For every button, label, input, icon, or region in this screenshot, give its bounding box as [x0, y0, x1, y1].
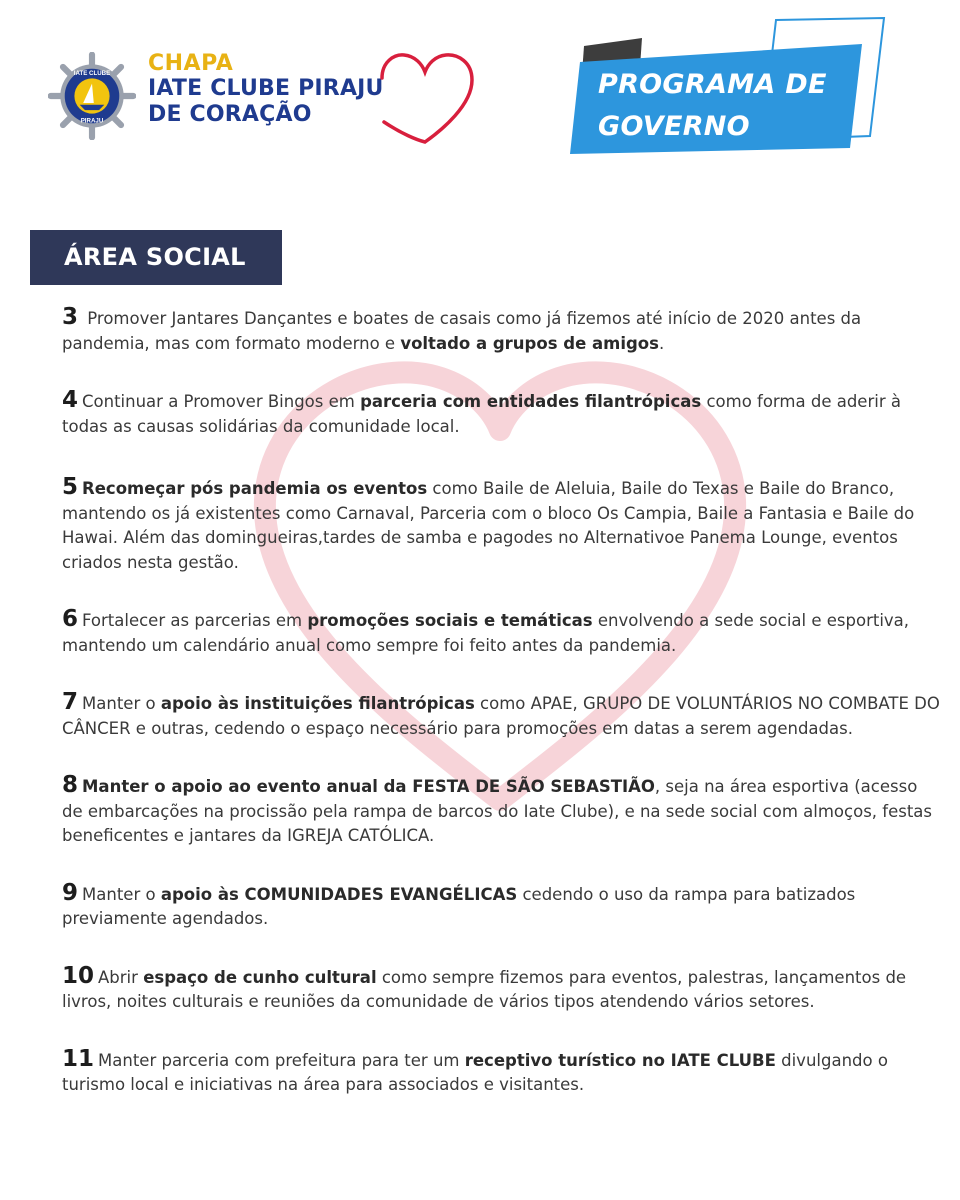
section-title: ÁREA SOCIAL — [30, 230, 282, 285]
svg-text:IATE CLUBE: IATE CLUBE — [73, 69, 111, 77]
proposal-number: 5 — [62, 474, 79, 500]
proposal-highlight: apoio às COMUNIDADES EVANGÉLICAS — [160, 884, 518, 904]
proposal-item — [62, 475, 942, 575]
club-name-line1: IATE CLUBE PIRAJU — [148, 76, 384, 101]
proposal-text: Manter o — [82, 884, 161, 904]
proposal-highlight: Manter o apoio ao evento anual da FESTA DE SÃO SEBASTIÃO — [82, 777, 655, 796]
club-name-line2: DE CORAÇÃO — [148, 102, 312, 127]
proposal-highlight: espaço de cunho cultural — [143, 967, 377, 987]
proposal-text: Fortalecer as parcerias em — [82, 611, 308, 630]
proposal-text: cedendo o uso da rampa para batizados previamente agendados. — [62, 884, 856, 928]
proposal-number: 10 — [62, 962, 95, 989]
proposal-number: 8 — [62, 772, 79, 798]
proposal-highlight: voltado a grupos de amigos — [400, 333, 659, 353]
proposal-text: Manter parceria com prefeitura para ter um — [98, 1050, 465, 1070]
proposal-item — [62, 305, 942, 356]
proposal-highlight: parceria com entidades filantrópicas — [360, 392, 702, 411]
proposal-text: como Baile de Aleluia, Baile do Texas e Baile do Branco, mantendo os já existentes como Carnaval, Parceria com o bloco Os Campia, Baile a Fantasia e Baile do Hawai. Além das domingueiras,tardes de samba e pagodes no Alternativoe Panema Lounge, eventos criados nesta gestão. — [62, 479, 915, 572]
proposal-text: Abrir — [98, 967, 144, 987]
proposal-text: Continuar a Promover Bingos em — [82, 392, 361, 411]
proposal-text: divulgando o turismo local e iniciativas na área para associados e visitantes. — [62, 1050, 888, 1094]
proposal-item — [62, 607, 942, 658]
proposal-text: como forma de aderir à todas as causas solidárias da comunidade local. — [62, 392, 901, 436]
proposal-item — [62, 1047, 942, 1098]
proposal-number: 7 — [62, 689, 79, 715]
proposal-number: 11 — [62, 1045, 95, 1072]
proposal-number: 4 — [62, 387, 79, 413]
chapa-title — [148, 52, 384, 128]
proposal-highlight: promoções sociais e temáticas — [307, 611, 593, 630]
svg-text:PIRAJU: PIRAJU — [80, 117, 104, 125]
program-banner-line1: PROGRAMA DE — [598, 69, 827, 100]
proposal-item — [62, 773, 942, 849]
proposal-list — [62, 305, 942, 1098]
chapa-label: CHAPA — [148, 51, 234, 76]
proposal-item — [62, 964, 942, 1015]
proposal-highlight: Recomeçar pós pandemia os eventos — [82, 479, 428, 498]
proposal-item — [62, 388, 942, 439]
proposal-highlight: apoio às instituições filantrópicas — [160, 694, 475, 713]
heart-outline-icon — [372, 50, 478, 146]
program-banner — [598, 64, 827, 148]
proposal-text: Promover Jantares Dançantes e boates de casais como já fizemos até início de 2020 antes da pandemia, mas com formato moderno e — [62, 309, 862, 353]
proposal-item — [62, 881, 942, 932]
proposal-text: envolvendo a sede social e esportiva, mantendo um calendário anual como sempre foi feito antes da pandemia. — [62, 611, 910, 655]
proposal-number: 3 — [62, 304, 79, 330]
ship-wheel-logo-icon — [48, 52, 136, 140]
program-banner-line2: GOVERNO — [598, 111, 750, 142]
proposal-number: 9 — [62, 879, 79, 906]
proposal-text: como sempre fizemos para eventos, palestras, lançamentos de livros, noites culturais e reuniões da comunidade de vários tipos atendendo vários setores. — [62, 967, 907, 1011]
proposal-text: como APAE, GRUPO DE VOLUNTÁRIOS NO COMBATE DO CÂNCER e outras, cedendo o espaço necessário para promoções em datas a serem agendadas. — [62, 694, 940, 738]
proposal-text: . — [658, 333, 665, 353]
proposal-item — [62, 690, 942, 741]
proposal-text: Manter o — [82, 694, 161, 713]
proposal-highlight: receptivo turístico no IATE CLUBE — [464, 1050, 776, 1070]
proposal-text: , seja na área esportiva (acesso de embarcações na procissão pela rampa de barcos do Iate Clube), e na sede social com almoços, festas beneficentes e jantares da IGREJA CATÓLICA. — [62, 777, 933, 845]
proposal-number: 6 — [62, 606, 79, 632]
